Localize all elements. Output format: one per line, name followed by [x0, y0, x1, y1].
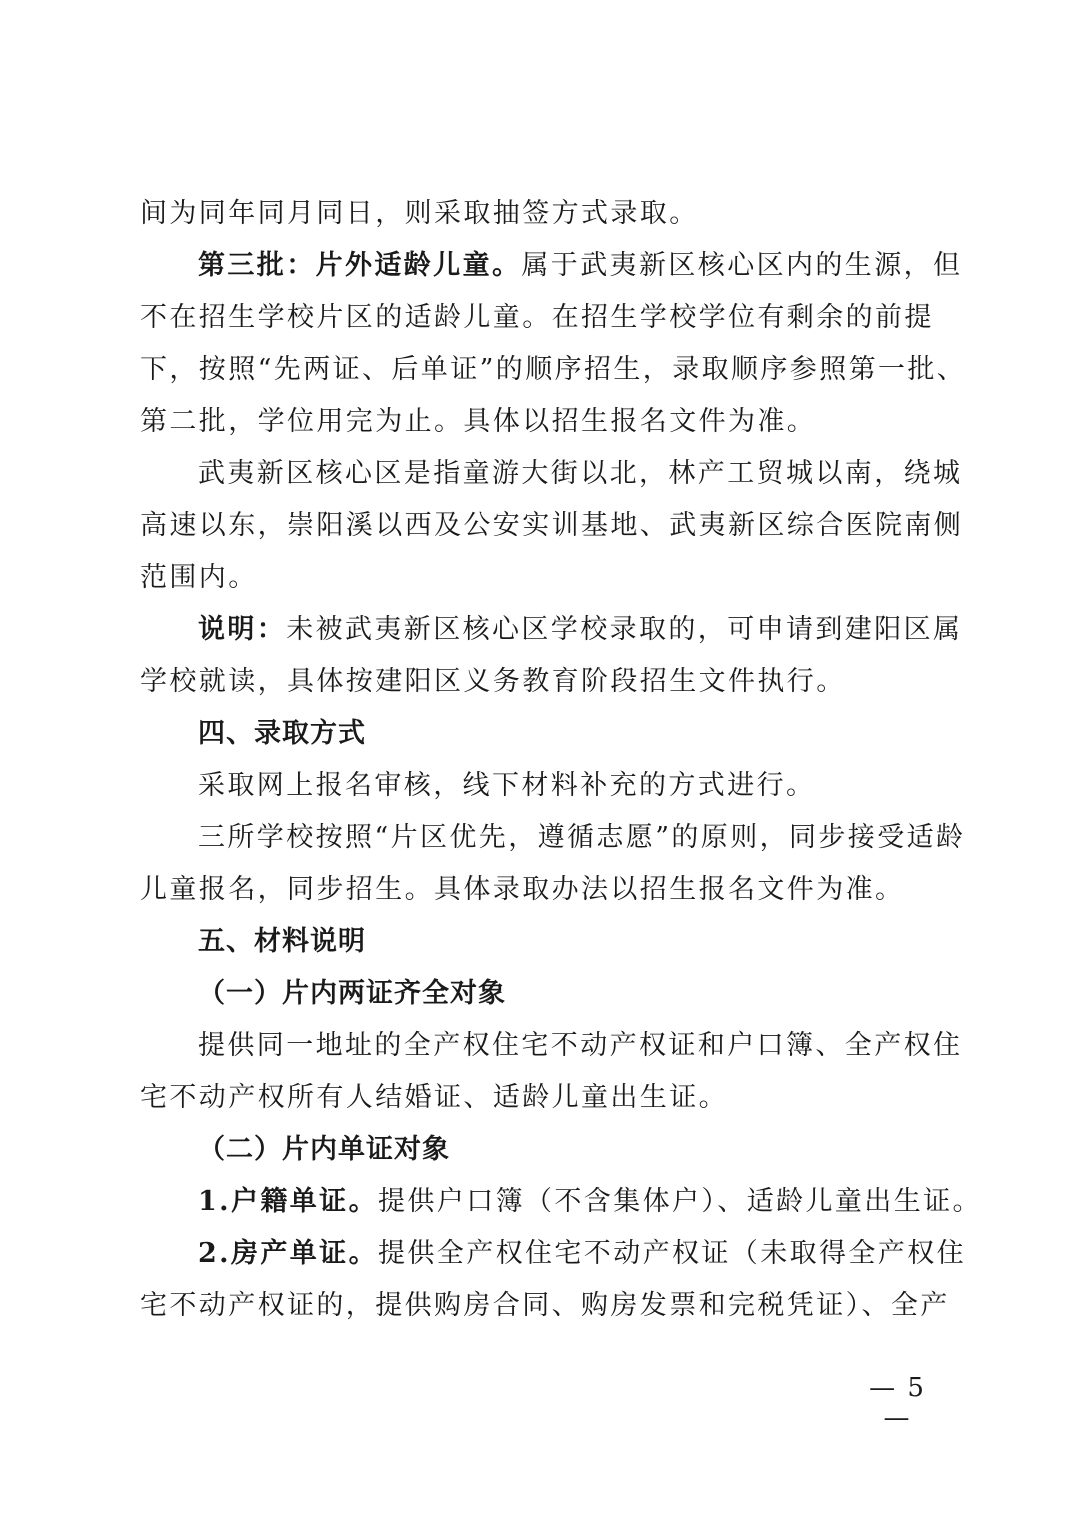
paragraph-line: 宅不动产权证的，提供购房合同、购房发票和完税凭证）、全产: [140, 1290, 950, 1321]
section-heading-admission-method: 四、录取方式: [198, 718, 366, 749]
batch-three-title: 第三批：片外适龄儿童。: [198, 250, 522, 281]
paragraph-text: 未被武夷新区核心区学校录取的，可申请到建阳区属: [286, 614, 963, 645]
paragraph-line: 学校就读，具体按建阳区义务教育阶段招生文件执行。: [140, 666, 846, 697]
paragraph-line: 采取网上报名审核，线下材料补充的方式进行。: [198, 770, 816, 801]
paragraph-text: 提供户口簿（不含集体户）、适龄儿童出生证。: [378, 1186, 982, 1217]
page-number: — 5 —: [869, 1373, 926, 1433]
paragraph-line: 三所学校按照“片区优先，遵循志愿”的原则，同步接受适龄: [198, 822, 966, 853]
paragraph-line: 间为同年同月同日，则采取抽签方式录取。: [140, 198, 699, 229]
section-heading-materials: 五、材料说明: [198, 926, 366, 957]
paragraph-line: 宅不动产权所有人结婚证、适龄儿童出生证。: [140, 1082, 728, 1113]
paragraph-line: 儿童报名，同步招生。具体录取办法以招生报名文件为准。: [140, 874, 905, 905]
paragraph-note: [140, 604, 963, 656]
paragraph-text: 提供全产权住宅不动产权证（未取得全产权住: [378, 1238, 966, 1269]
document-body: [140, 188, 982, 1332]
note-label: 说明：: [198, 614, 287, 645]
paragraph-line: 范围内。: [140, 562, 258, 593]
paragraph-batch-three: [140, 240, 963, 292]
paragraph-property-single: [140, 1228, 966, 1280]
property-single-label: 2.房产单证。: [198, 1238, 378, 1269]
paragraph-text: 属于武夷新区核心区内的生源，但: [521, 250, 963, 281]
paragraph-line: 不在招生学校片区的适龄儿童。在招生学校学位有剩余的前提: [140, 302, 934, 333]
paragraph-household-single: [140, 1176, 982, 1228]
household-single-label: 1.户籍单证。: [198, 1186, 378, 1217]
paragraph-line: 第二批，学位用完为止。具体以招生报名文件为准。: [140, 406, 817, 437]
paragraph-line: 下，按照“先两证、后单证”的顺序招生，录取顺序参照第一批、: [140, 354, 967, 385]
paragraph-line: 高速以东，崇阳溪以西及公安实训基地、武夷新区综合医院南侧: [140, 510, 964, 541]
subsection-heading-single-certificate: （二）片内单证对象: [198, 1134, 450, 1165]
paragraph-line: 武夷新区核心区是指童游大街以北，林产工贸城以南，绕城: [198, 458, 963, 489]
subsection-heading-two-certificates: （一）片内两证齐全对象: [198, 978, 506, 1009]
paragraph-line: 提供同一地址的全产权住宅不动产权证和户口簿、全产权住: [198, 1030, 963, 1061]
